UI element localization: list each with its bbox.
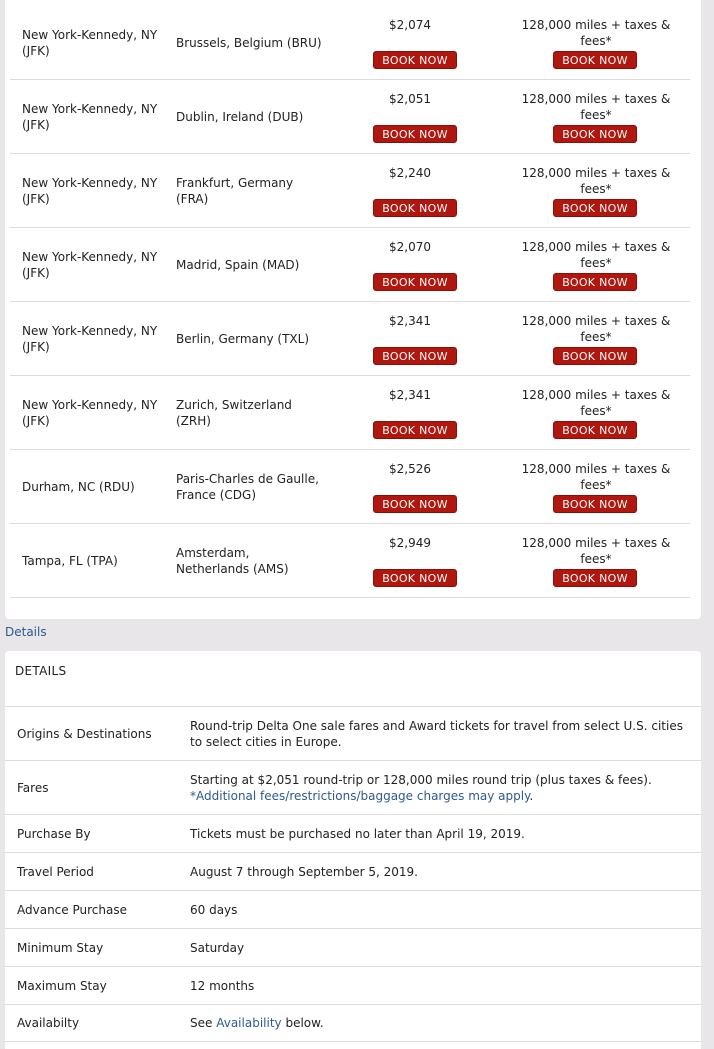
fare-row <box>10 376 690 450</box>
fare-origin: New York-Kennedy, NY (JFK) <box>22 323 158 354</box>
details-value <box>190 1005 689 1041</box>
book-now-miles-button[interactable]: BOOK NOW <box>553 273 637 291</box>
fare-price: $2,051 <box>389 92 431 106</box>
book-now-miles-button[interactable]: BOOK NOW <box>553 569 637 587</box>
fare-price: $2,074 <box>389 18 431 32</box>
fare-origin: Tampa, FL (TPA) <box>22 553 118 568</box>
availability-prefix: See <box>190 1016 213 1030</box>
details-label: Minimum Stay <box>17 940 104 955</box>
book-now-fare-button[interactable]: BOOK NOW <box>373 347 457 365</box>
additional-fees-link[interactable]: *Additional fees/restrictions/baggage charges may apply <box>190 788 530 803</box>
fare-row <box>10 80 690 154</box>
fare-miles: 128,000 miles + taxes & fees* <box>521 314 671 344</box>
fare-origin: New York-Kennedy, NY (JFK) <box>22 175 158 206</box>
details-value: 60 days <box>190 902 238 917</box>
availability-link[interactable]: Availability <box>216 1016 282 1030</box>
fare-row <box>10 450 690 524</box>
fare-origin: New York-Kennedy, NY (JFK) <box>22 27 158 58</box>
fare-origin: New York-Kennedy, NY (JFK) <box>22 249 158 280</box>
fare-destination: Berlin, Germany (TXL) <box>176 331 310 346</box>
details-value <box>190 761 689 814</box>
fare-destination: Brussels, Belgium (BRU) <box>176 35 322 50</box>
details-row-advance-purchase <box>5 890 701 928</box>
details-label: Travel Period <box>17 864 94 879</box>
details-link[interactable]: Details <box>5 625 47 639</box>
details-label: Purchase By <box>17 826 91 841</box>
fare-origin: New York-Kennedy, NY (JFK) <box>22 101 158 132</box>
fare-row <box>10 6 690 80</box>
fare-miles: 128,000 miles + taxes & fees* <box>521 166 671 196</box>
fare-destination: Amsterdam, Netherlands (AMS) <box>176 545 289 576</box>
fare-row <box>10 154 690 228</box>
fare-price: $2,949 <box>389 536 431 550</box>
book-now-fare-button[interactable]: BOOK NOW <box>373 421 457 439</box>
fare-price: $2,526 <box>389 462 431 476</box>
fare-row <box>10 302 690 376</box>
fare-price: $2,341 <box>389 388 431 402</box>
details-row-maximum-stay <box>5 966 701 1004</box>
availability-suffix: below. <box>285 1016 324 1030</box>
book-now-fare-button[interactable]: BOOK NOW <box>373 199 457 217</box>
fare-miles: 128,000 miles + taxes & fees* <box>521 462 671 492</box>
details-panel <box>5 651 701 1049</box>
fare-destination: Frankfurt, Germany (FRA) <box>176 175 294 206</box>
details-label: Origins & Destinations <box>17 726 152 741</box>
fare-miles: 128,000 miles + taxes & fees* <box>521 536 671 566</box>
fare-row <box>10 228 690 302</box>
book-now-fare-button[interactable]: BOOK NOW <box>373 569 457 587</box>
book-now-miles-button[interactable]: BOOK NOW <box>553 421 637 439</box>
fare-price: $2,240 <box>389 166 431 180</box>
book-now-miles-button[interactable]: BOOK NOW <box>553 125 637 143</box>
book-now-miles-button[interactable]: BOOK NOW <box>553 199 637 217</box>
fare-destination: Madrid, Spain (MAD) <box>176 257 300 272</box>
book-now-fare-button[interactable]: BOOK NOW <box>373 273 457 291</box>
fare-destination: Paris-Charles de Gaulle, France (CDG) <box>176 471 319 502</box>
details-label: Maximum Stay <box>17 978 107 993</box>
fare-miles: 128,000 miles + taxes & fees* <box>521 92 671 122</box>
book-now-miles-button[interactable]: BOOK NOW <box>553 495 637 513</box>
fare-miles: 128,000 miles + taxes & fees* <box>521 240 671 270</box>
details-row-minimum-stay <box>5 928 701 966</box>
details-row-travel-period <box>5 852 701 890</box>
book-now-miles-button[interactable]: BOOK NOW <box>553 51 637 69</box>
fares-table <box>5 0 701 619</box>
details-heading: DETAILS <box>15 664 67 678</box>
details-row-purchase-by <box>5 814 701 852</box>
details-table <box>5 706 701 1042</box>
details-label: Fares <box>17 780 49 795</box>
details-row-availability <box>5 1004 701 1042</box>
details-value: Tickets must be purchased no later than April 19, 2019. <box>190 826 525 841</box>
book-now-miles-button[interactable]: BOOK NOW <box>553 347 637 365</box>
details-label: Availabilty <box>17 1016 80 1030</box>
details-value: Saturday <box>190 940 245 955</box>
details-value: Round-trip Delta One sale fares and Award tickets for travel from select U.S. cities to select cities in Europe. <box>190 718 683 749</box>
fare-price: $2,341 <box>389 314 431 328</box>
details-value: 12 months <box>190 978 255 993</box>
fare-origin: New York-Kennedy, NY (JFK) <box>22 397 158 428</box>
details-value: August 7 through September 5, 2019. <box>190 864 418 879</box>
fares-text: Starting at $2,051 round-trip or 128,000 miles round trip (plus taxes & fees). <box>190 772 652 787</box>
book-now-fare-button[interactable]: BOOK NOW <box>373 125 457 143</box>
details-label: Advance Purchase <box>17 902 127 917</box>
fare-miles: 128,000 miles + taxes & fees* <box>521 388 671 418</box>
fare-miles: 128,000 miles + taxes & fees* <box>521 18 671 48</box>
details-row-origins <box>5 706 701 760</box>
fare-price: $2,070 <box>389 240 431 254</box>
details-row-fares <box>5 760 701 814</box>
fare-row <box>10 524 690 598</box>
book-now-fare-button[interactable]: BOOK NOW <box>373 51 457 69</box>
fare-origin: Durham, NC (RDU) <box>22 479 135 494</box>
fares-suffix: . <box>529 788 534 803</box>
book-now-fare-button[interactable]: BOOK NOW <box>373 495 457 513</box>
fare-destination: Dublin, Ireland (DUB) <box>176 109 304 124</box>
fare-destination: Zurich, Switzerland (ZRH) <box>176 397 292 428</box>
